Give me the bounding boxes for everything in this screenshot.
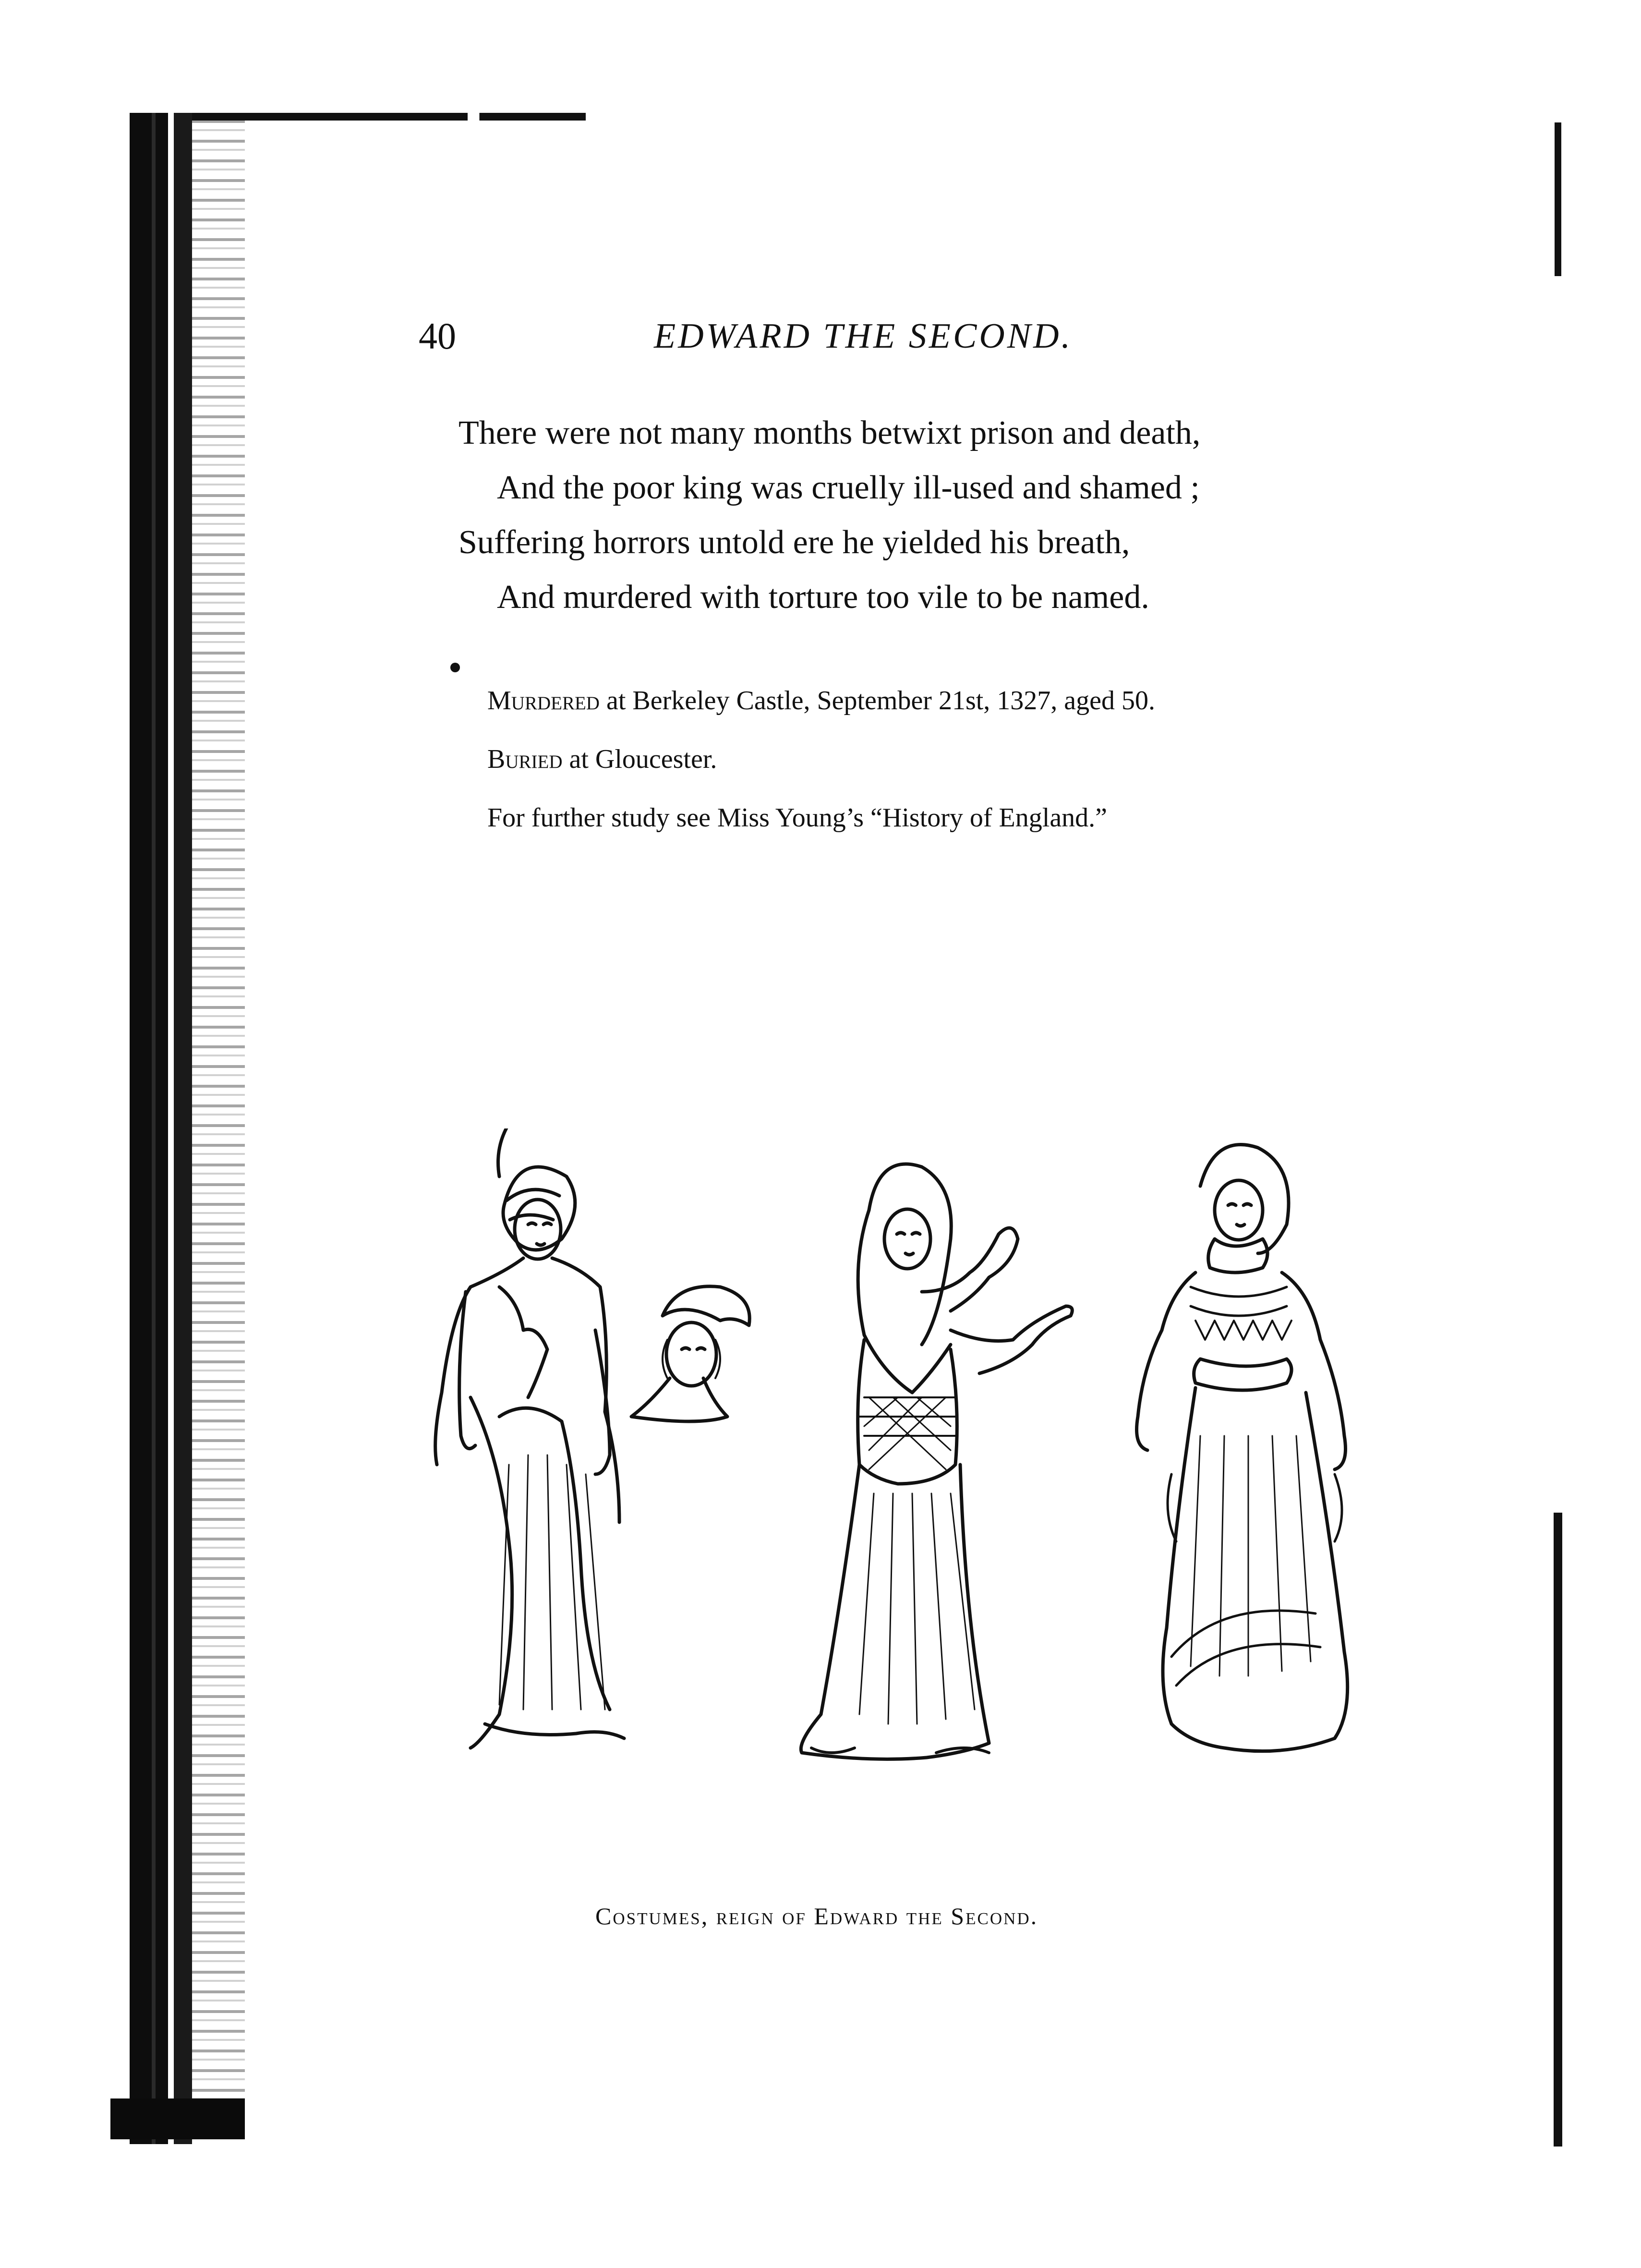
scan-edge-right-lower (1554, 1513, 1562, 2147)
poem-line: Suffering horrors untold ere he yielded his breath, (459, 524, 1130, 561)
facts-block (487, 671, 1448, 847)
scan-edge-top (192, 113, 586, 121)
scan-edge-right (1555, 122, 1561, 276)
scan-edge-bottom (110, 2098, 245, 2139)
fact-murdered-text: at Berkeley Castle, September 21st, 1327, aged 50. (599, 686, 1156, 716)
fact-murdered-label: Murdered (487, 686, 600, 716)
figure-capped-head (631, 1286, 749, 1421)
figure-caption: Costumes, reign of Edward the Second. (595, 1903, 1038, 1929)
poem-line: There were not many months betwixt prison and death, (459, 414, 1201, 451)
figure-lady-headdress (435, 1128, 624, 1748)
poem-stanza (459, 406, 1467, 625)
fact-buried-text: at Gloucester. (562, 744, 717, 774)
figure-veiled-lady (1137, 1145, 1348, 1751)
fact-buried (487, 730, 1448, 788)
page-title: EDWARD THE SECOND. (654, 316, 1073, 356)
fact-murdered (487, 671, 1448, 730)
running-head (419, 312, 1331, 365)
engraving-costume-figures-icon (384, 1128, 1440, 1887)
scan-edge-left-fray (192, 120, 245, 2142)
poem-line: And murdered with torture too vile to be named. (497, 579, 1149, 616)
ink-dot (450, 663, 460, 672)
fact-further-study: For further study see Miss Young’s “History of England.” (487, 803, 1108, 833)
scan-edge-left (130, 113, 192, 2144)
page-number: 40 (419, 315, 456, 357)
poem-line: And the poor king was cruelly ill-used and shamed ; (497, 469, 1200, 506)
fact-buried-label: Buried (487, 744, 563, 774)
figure-hooded-woman (801, 1164, 1072, 1759)
